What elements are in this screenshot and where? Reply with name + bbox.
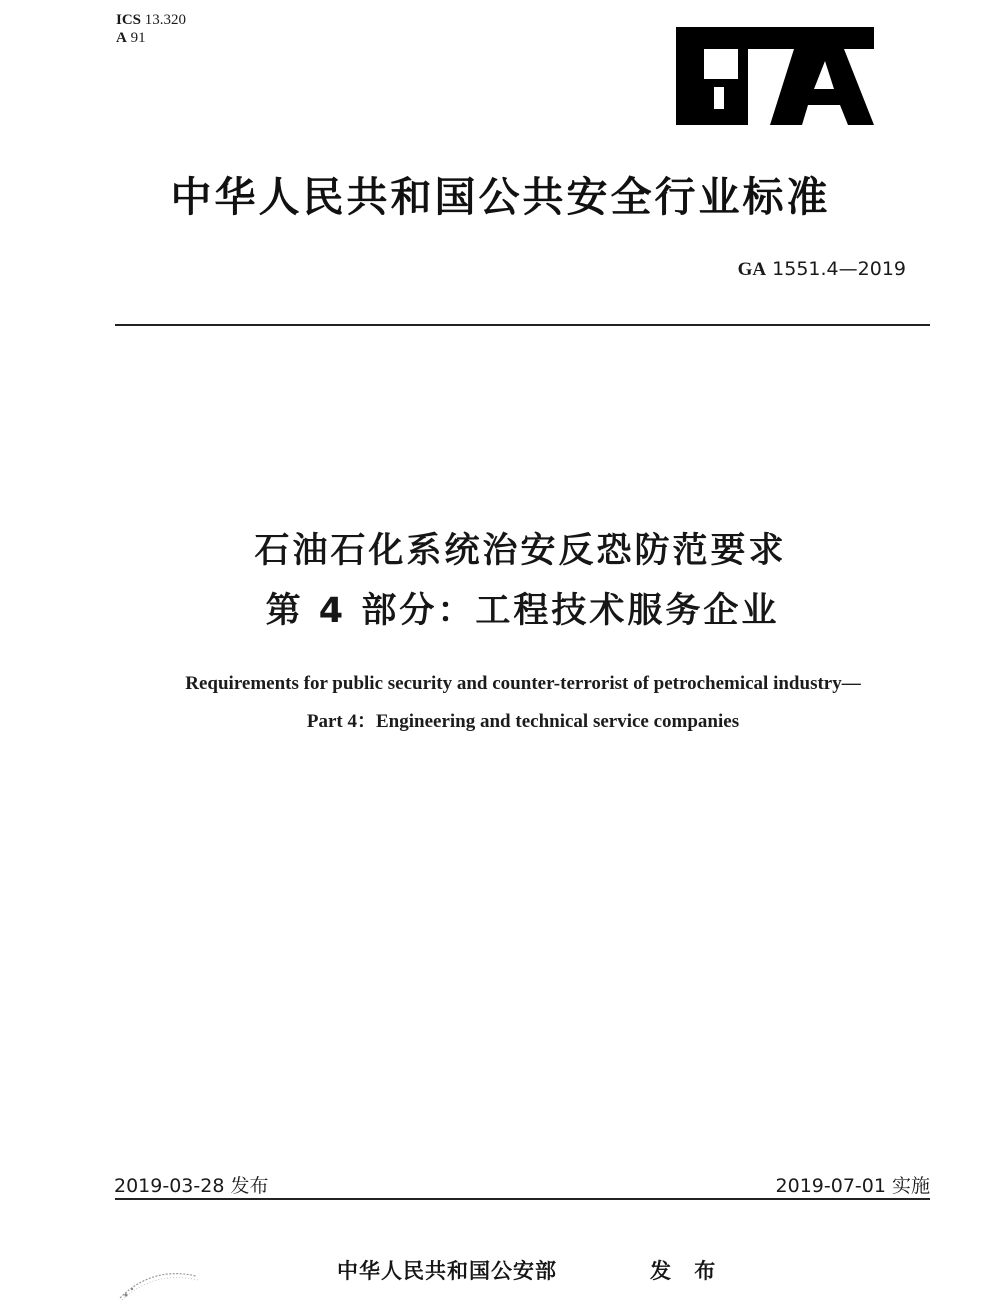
implementation-date: 2019-07-01 实施 <box>775 1175 930 1197</box>
publisher-action: 发 布 <box>650 1259 724 1283</box>
ccs-value: 91 <box>130 30 146 46</box>
standard-number <box>738 258 906 281</box>
anti-counterfeit-seal-icon <box>112 1262 202 1302</box>
standard-code: 1551.4—2019 <box>772 258 906 280</box>
ga-logo <box>676 27 874 125</box>
standard-prefix: GA <box>737 259 767 280</box>
ccs-key: A <box>116 30 127 46</box>
issue-date: 2019-03-28 发布 <box>114 1175 269 1197</box>
chinese-title-line-2: 第 4 部分：工程技术服务企业 <box>265 591 780 631</box>
industry-standard-title: 中华人民共和国公共安全行业标准 <box>170 173 831 221</box>
top-divider <box>115 324 930 326</box>
ics-value: 13.320 <box>144 12 187 28</box>
ccs-code <box>116 30 146 47</box>
english-title-line-1: Requirements for public security and counter-terrorist of petrochemical industry— <box>185 673 861 694</box>
english-title-line-2: Part 4：Engineering and technical service companies <box>306 711 740 732</box>
publisher-name: 中华人民共和国公安部 <box>337 1259 557 1283</box>
ics-code <box>116 12 186 29</box>
chinese-title-line-1: 石油石化系统治安反恐防范要求 <box>254 531 787 571</box>
ics-key: ICS <box>116 12 142 28</box>
bottom-divider <box>115 1198 930 1200</box>
